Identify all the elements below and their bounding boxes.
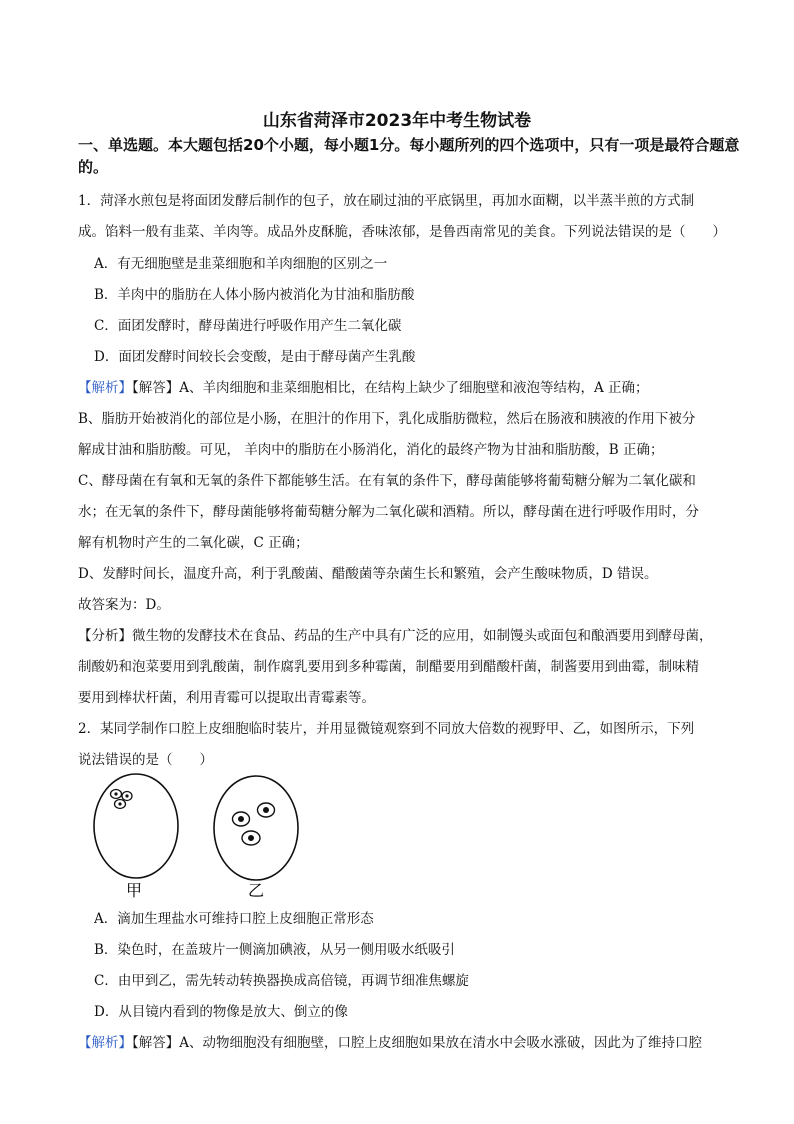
q1-stem-line: 1．菏泽水煎包是将面团发酵后制作的包子，放在刷过油的平底锅里，再加水面糊，以半蒸半煎的方式制 xyxy=(78,193,695,209)
q1-option-c: C．面团发酵时，酵母菌进行呼吸作用产生二氧化碳 xyxy=(94,318,402,334)
page-title: 山东省菏泽市2023年中考生物试卷 xyxy=(262,111,532,131)
nucleus xyxy=(248,835,254,841)
q1-option-d: D．面团发酵时间较长会变酸，是由于酵母菌产生乳酸 xyxy=(94,349,416,365)
fenxi-tag: 【分析】 xyxy=(78,628,132,644)
q1-fenxi-line: 制酸奶和泡菜要用到乳酸菌，制作腐乳要用到多种霉菌，制醋要用到醋酸杆菌，制酱要用到曲霉，制味精 xyxy=(78,659,699,675)
answer-tag: 【解答】 xyxy=(132,380,180,396)
analysis-tag: 【解析】 xyxy=(78,1035,132,1051)
analysis-text: A、动物细胞没有细胞壁，口腔上皮细胞如果放在清水中会吸水涨破，因此为了维持口腔 xyxy=(179,1035,702,1051)
q2-stem-line: 说法错误的是（ ） xyxy=(78,752,213,768)
fenxi-text: 微生物的发酵技术在食品、药品的生产中具有广泛的应用，如制馒头或面包和酿酒要用到酵母菌， xyxy=(132,628,713,644)
q1-answer-line: 故答案为：D。 xyxy=(78,597,170,613)
analysis-text: A、羊肉细胞和韭菜细胞相比，在结构上缺少了细胞壁和液泡等结构，A 正确； xyxy=(179,380,649,396)
q1-analysis-line: D、发酵时间长，温度升高，利于乳酸菌、醋酸菌等杂菌生长和繁殖，会产生酸味物质，D 错误。 xyxy=(78,566,658,582)
q2-option-d: D．从目镜内看到的物像是放大、倒立的像 xyxy=(94,1004,348,1020)
label-jia: 甲 xyxy=(126,881,143,900)
q1-fenxi-line xyxy=(78,624,768,644)
label-yi: 乙 xyxy=(248,881,265,900)
nucleus xyxy=(118,802,121,805)
q1-option-b: B．羊肉中的脂肪在人体小肠内被消化为甘油和脂肪酸 xyxy=(94,287,415,303)
q1-fenxi-line: 要用到棒状杆菌，利用青霉可以提取出青霉素等。 xyxy=(78,690,375,706)
q2-option-c: C．由甲到乙，需先转动转换器换成高倍镜，再调节细准焦螺旋 xyxy=(94,973,469,989)
answer-tag: 【解答】 xyxy=(132,1035,180,1051)
q1-analysis-line: 解成甘油和脂肪酸。可见， 羊肉中的脂肪在小肠消化，消化的最终产物为甘油和脂肪酸，B 正确； xyxy=(78,442,664,458)
q1-analysis-line: 解有机物时产生的二氧化碳，C 正确； xyxy=(78,535,309,551)
q1-analysis-line: C、酵母菌在有氧和无氧的条件下都能够生活。在有氧的条件下，酵母菌能够将葡萄糖分解为二氧化碳和 xyxy=(78,473,696,489)
microscope-figure xyxy=(88,770,318,900)
nucleus xyxy=(114,792,117,795)
q2-analysis-line xyxy=(78,1031,768,1051)
q1-analysis-line xyxy=(78,376,768,396)
q1-stem-line: 成。馅料一般有韭菜、羊肉等。成品外皮酥脆，香味浓郁，是鲁西南常见的美食。下列说法错误的是（ ） xyxy=(78,224,726,240)
q1-option-a: A．有无细胞壁是韭菜细胞和羊肉细胞的区别之一 xyxy=(94,256,388,272)
section-header: 一、单选题。本大题包括20个小题，每小题1分。每小题所列的四个选项中，只有一项是最符合题意的。 xyxy=(78,136,740,176)
q1-analysis-line: B、脂肪开始被消化的部位是小肠，在胆汁的作用下，乳化成脂肪微粒，然后在肠液和胰液的作用下被分 xyxy=(78,411,696,427)
nucleus xyxy=(238,816,244,822)
view-jia-circle xyxy=(94,774,178,878)
q2-option-a: A．滴加生理盐水可维持口腔上皮细胞正常形态 xyxy=(94,911,374,927)
q2-option-b: B．染色时，在盖玻片一侧滴加碘液，从另一侧用吸水纸吸引 xyxy=(94,942,455,958)
analysis-tag: 【解析】 xyxy=(78,380,132,396)
q1-analysis-line: 水；在无氧的条件下，酵母菌能够将葡萄糖分解为二氧化碳和酒精。所以，酵母菌在进行呼吸作用时，分 xyxy=(78,504,699,520)
q2-stem-line: 2．某同学制作口腔上皮细胞临时装片，并用显微镜观察到不同放大倍数的视野甲、乙，如图所示，下列 xyxy=(78,721,695,737)
nucleus xyxy=(125,794,128,797)
nucleus xyxy=(263,807,269,813)
view-yi-circle xyxy=(214,776,298,880)
